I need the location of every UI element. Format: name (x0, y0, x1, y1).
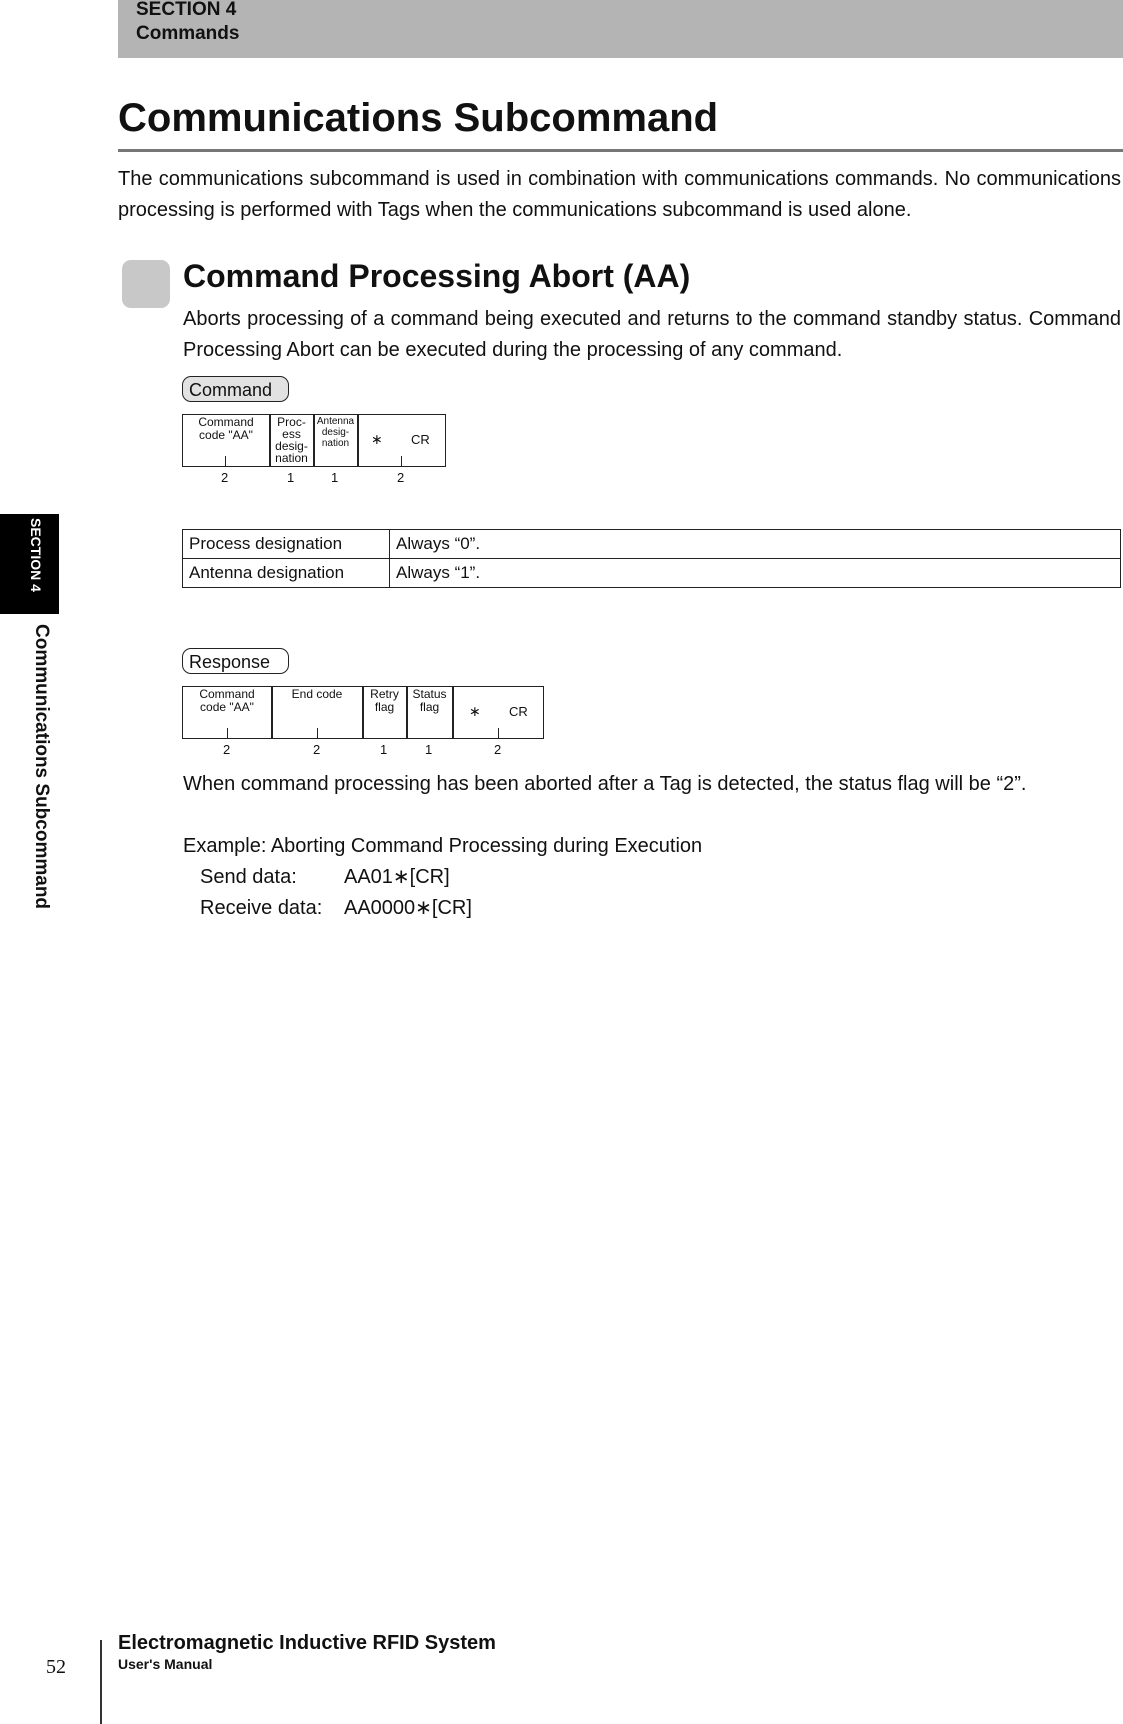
field-divider (452, 686, 454, 739)
response-field-retry-flag: Retry flag (370, 687, 399, 714)
side-section-title: Communications Subcommand (31, 624, 52, 910)
subsection-title: Command Processing Abort (AA) (183, 258, 691, 294)
table-cell-value: Always “1”. (390, 559, 1121, 588)
response-size-command-code: 2 (223, 742, 231, 757)
send-data-label: Send data: (200, 866, 297, 888)
command-size-process-designation: 1 (287, 470, 295, 485)
response-field-end-code: End code (291, 687, 343, 701)
table-row (183, 530, 1121, 559)
response-label: Response (182, 648, 289, 674)
footer-divider (100, 1640, 102, 1724)
section-chapter: Commands (136, 23, 240, 44)
table-cell-value: Always “0”. (390, 530, 1121, 559)
field-size-tick (225, 456, 226, 466)
command-size-antenna-designation: 1 (331, 470, 339, 485)
field-divider (357, 414, 359, 467)
response-field-command-code: Command code "AA" (199, 687, 255, 714)
footer-title: Electromagnetic Inductive RFID System (118, 1632, 496, 1654)
page-number: 52 (46, 1656, 66, 1678)
command-label: Command (182, 376, 289, 402)
status-flag-note: When command processing has been aborted after a Tag is detected, the status flag will be “2”. (183, 773, 1027, 795)
command-field-asterisk: ∗ (371, 431, 383, 447)
command-field-process-designation: Proc- ess desig- nation (275, 415, 308, 465)
response-field-asterisk: ∗ (469, 703, 481, 719)
subsection-marker-icon (122, 260, 170, 308)
command-field-cr: CR (411, 432, 430, 447)
command-field-antenna-designation: Antenna desig- nation (316, 416, 355, 449)
example-title: Example: Aborting Command Processing during Execution (183, 835, 703, 857)
section-header (118, 0, 1123, 58)
response-field-status-flag: Status flag (412, 687, 447, 714)
send-data-value: AA01∗[CR] (344, 866, 450, 888)
table-row (183, 559, 1121, 588)
response-size-terminator: 2 (494, 742, 502, 757)
field-size-tick (498, 728, 499, 738)
receive-data-value: AA0000∗[CR] (344, 897, 472, 919)
side-tab-section: SECTION 4 (28, 518, 44, 592)
field-size-tick (317, 728, 318, 738)
command-size-command-code: 2 (221, 470, 229, 485)
table-cell-field: Antenna designation (183, 559, 390, 588)
subsection-description: Aborts processing of a command being executed and returns to the command standby status. Command Processing Abort can be executed during the processing of any command. (183, 308, 1121, 361)
response-size-status-flag: 1 (425, 742, 433, 757)
intro-paragraph: The communications subcommand is used in combination with communications commands. No communications processing is performed with Tags when the communications subcommand is used alone. (118, 168, 1121, 221)
response-field-cr: CR (509, 704, 528, 719)
command-size-terminator: 2 (397, 470, 405, 485)
footer-subtitle: User's Manual (118, 1656, 213, 1672)
designation-table (182, 529, 1121, 588)
command-field-command-code: Command code "AA" (198, 415, 254, 442)
table-cell-field: Process designation (183, 530, 390, 559)
page-title: Communications Subcommand (118, 96, 719, 140)
field-size-tick (227, 728, 228, 738)
title-divider (118, 149, 1123, 152)
section-number: SECTION 4 (136, 0, 237, 20)
response-size-retry-flag: 1 (380, 742, 388, 757)
receive-data-label: Receive data: (200, 897, 323, 919)
field-size-tick (401, 456, 402, 466)
response-size-end-code: 2 (313, 742, 321, 757)
